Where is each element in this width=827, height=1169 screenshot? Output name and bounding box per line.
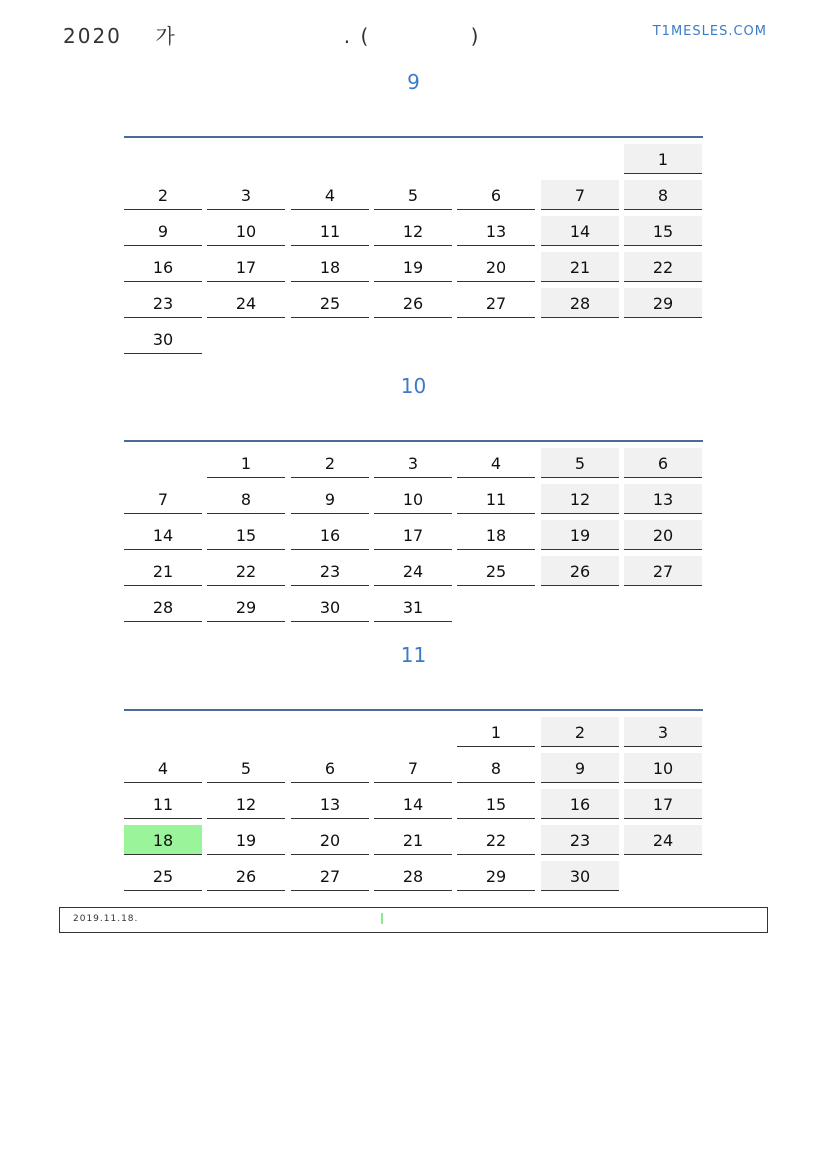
day-cell[interactable]: 9 [124,216,202,246]
day-cell[interactable]: 11 [457,484,535,514]
month-title: 10 [400,374,427,398]
footer-bar [59,907,768,933]
month-rule [124,440,703,442]
day-cell[interactable]: 16 [541,789,619,819]
footer-marker [381,913,383,924]
day-cell[interactable]: 13 [457,216,535,246]
day-cell[interactable]: 10 [624,753,702,783]
day-cell[interactable]: 21 [541,252,619,282]
day-cell[interactable]: 4 [457,448,535,478]
day-cell[interactable]: 18 [124,825,202,855]
day-cell[interactable]: 25 [124,861,202,891]
day-cell[interactable]: 23 [541,825,619,855]
day-cell[interactable]: 13 [624,484,702,514]
day-cell[interactable]: 15 [207,520,285,550]
day-cell[interactable]: 30 [124,324,202,354]
day-cell[interactable]: 31 [374,592,452,622]
day-cell[interactable]: 4 [291,180,369,210]
day-cell[interactable]: 6 [291,753,369,783]
day-cell[interactable]: 8 [207,484,285,514]
day-cell[interactable]: 24 [207,288,285,318]
day-cell[interactable]: 3 [207,180,285,210]
day-cell[interactable]: 14 [541,216,619,246]
day-cell[interactable]: 26 [207,861,285,891]
day-cell[interactable]: 5 [207,753,285,783]
day-cell[interactable]: 27 [457,288,535,318]
day-cell[interactable]: 25 [291,288,369,318]
day-cell[interactable]: 2 [291,448,369,478]
month-title: 11 [400,643,427,667]
month-title: 9 [407,70,420,94]
day-cell[interactable]: 1 [457,717,535,747]
day-cell[interactable]: 28 [124,592,202,622]
day-cell[interactable]: 23 [291,556,369,586]
day-cell[interactable]: 7 [124,484,202,514]
day-cell[interactable]: 28 [541,288,619,318]
day-cell[interactable]: 15 [624,216,702,246]
day-cell[interactable]: 20 [457,252,535,282]
day-cell[interactable]: 14 [374,789,452,819]
day-cell[interactable]: 16 [124,252,202,282]
month-rule [124,709,703,711]
day-cell[interactable]: 12 [207,789,285,819]
month-rule [124,136,703,138]
day-cell[interactable]: 8 [457,753,535,783]
day-cell[interactable]: 24 [624,825,702,855]
day-cell[interactable]: 9 [541,753,619,783]
day-cell[interactable]: 11 [291,216,369,246]
day-cell[interactable]: 19 [207,825,285,855]
day-cell[interactable]: 3 [374,448,452,478]
day-cell[interactable]: 10 [374,484,452,514]
site-link[interactable]: T1MESLES.COM [652,24,767,39]
day-cell[interactable]: 5 [541,448,619,478]
day-cell[interactable]: 6 [457,180,535,210]
day-cell[interactable]: 4 [124,753,202,783]
day-cell[interactable]: 5 [374,180,452,210]
day-cell[interactable]: 29 [457,861,535,891]
footer-date: 2019.11.18. [73,914,139,924]
day-cell[interactable]: 7 [541,180,619,210]
day-cell[interactable]: 16 [291,520,369,550]
day-cell[interactable]: 3 [624,717,702,747]
day-cell[interactable]: 20 [624,520,702,550]
day-cell[interactable]: 10 [207,216,285,246]
day-cell[interactable]: 7 [374,753,452,783]
day-cell[interactable]: 22 [207,556,285,586]
day-cell[interactable]: 2 [124,180,202,210]
day-cell[interactable]: 15 [457,789,535,819]
day-cell[interactable]: 18 [457,520,535,550]
day-cell[interactable]: 9 [291,484,369,514]
day-cell[interactable]: 17 [207,252,285,282]
day-cell[interactable]: 27 [291,861,369,891]
day-cell[interactable]: 2 [541,717,619,747]
day-cell[interactable]: 22 [457,825,535,855]
day-cell[interactable]: 28 [374,861,452,891]
day-cell[interactable]: 29 [624,288,702,318]
day-cell[interactable]: 27 [624,556,702,586]
day-cell[interactable]: 30 [291,592,369,622]
day-cell[interactable]: 6 [624,448,702,478]
day-cell[interactable]: 30 [541,861,619,891]
day-cell[interactable]: 26 [541,556,619,586]
day-cell[interactable]: 17 [624,789,702,819]
day-cell[interactable]: 14 [124,520,202,550]
day-cell[interactable]: 19 [541,520,619,550]
day-cell[interactable]: 23 [124,288,202,318]
day-cell[interactable]: 29 [207,592,285,622]
day-cell[interactable]: 18 [291,252,369,282]
day-cell[interactable]: 19 [374,252,452,282]
day-cell[interactable]: 12 [541,484,619,514]
day-cell[interactable]: 26 [374,288,452,318]
day-cell[interactable]: 1 [207,448,285,478]
day-cell[interactable]: 25 [457,556,535,586]
day-cell[interactable]: 13 [291,789,369,819]
day-cell[interactable]: 22 [624,252,702,282]
day-cell[interactable]: 20 [291,825,369,855]
day-cell[interactable]: 12 [374,216,452,246]
day-cell[interactable]: 24 [374,556,452,586]
day-cell[interactable]: 1 [624,144,702,174]
day-cell[interactable]: 21 [124,556,202,586]
day-cell[interactable]: 21 [374,825,452,855]
day-cell[interactable]: 17 [374,520,452,550]
page-title: 2020 가 . ( ) [63,24,481,48]
day-cell[interactable]: 11 [124,789,202,819]
day-cell[interactable]: 8 [624,180,702,210]
